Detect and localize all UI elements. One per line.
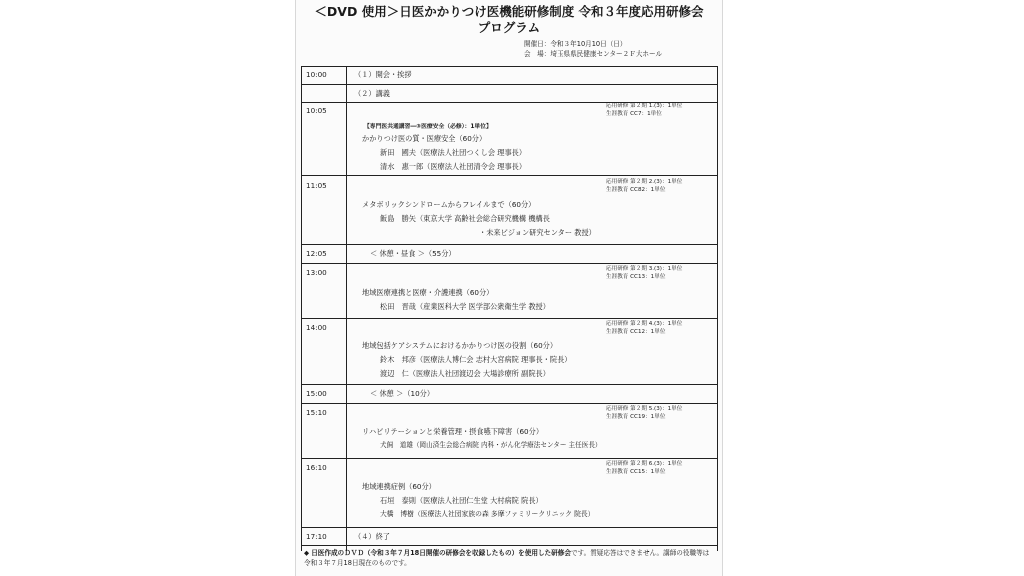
bullet-icon: ◆ <box>304 549 310 557</box>
row-divider <box>301 175 717 176</box>
footer-note-emphasis: 日医作成のＤＶＤ（令和３年７月18日開催の研修会を収録したもの）を使用した研修会 <box>311 549 571 557</box>
credit-label: 応用研修 第２期 4.(3)：1単位 <box>606 321 683 327</box>
event-date: 開催日：令和３年10月10日（日） <box>524 40 627 48</box>
row-divider <box>301 318 717 319</box>
speaker: 鈴木 邦彦（医療法人博仁会 志村大宮病院 理事長・院長） <box>380 355 572 364</box>
document-subtitle: プログラム <box>477 20 541 35</box>
closing-item: （４）終了 <box>354 532 390 541</box>
time-label: 17:10 <box>306 532 327 541</box>
credit-label: 生涯教育 CC12：1単位 <box>606 329 666 335</box>
time-label: 12:05 <box>306 249 327 258</box>
time-label: 14:00 <box>306 323 327 332</box>
speaker: 石垣 泰則（医療法人社団仁生堂 大村病院 院長） <box>380 496 543 505</box>
lecture-heading: （２）講義 <box>354 89 390 98</box>
row-divider <box>301 384 717 385</box>
credit-label: 生涯教育 CC7：1単位 <box>606 111 662 117</box>
speaker: 大橋 博樹（医療法人社団家族の森 多摩ファミリークリニック 院長） <box>380 510 595 518</box>
time-label: 15:00 <box>306 389 327 398</box>
row-divider <box>301 527 717 528</box>
speaker: 松田 晋哉（産業医科大学 医学部公衆衛生学 教授） <box>380 302 550 311</box>
document-title: ＜DVD 使用＞日医かかりつけ医機能研修制度 令和３年度応用研修会 <box>314 4 704 19</box>
lecture-title: 地域包括ケアシステムにおけるかかりつけ医の役割（60分） <box>362 341 558 350</box>
lecture-title: 地域連携症例（60分） <box>362 482 436 491</box>
footer-note <box>304 548 714 568</box>
credit-label: 生涯教育 CC19：1単位 <box>606 414 666 420</box>
speaker-affiliation: ・未来ビジョン研究センター 教授） <box>479 228 596 237</box>
time-label: 16:10 <box>306 463 327 472</box>
time-label: 11:05 <box>306 181 327 190</box>
program-document <box>295 0 723 576</box>
footer-note-text: です。質疑応答はできません。講師の役職等は令和３年７月18日現在のものです。 <box>304 549 710 567</box>
speaker: 犬飼 道雄（岡山済生会総合病院 内科・がん化学療法センター 主任医長） <box>380 441 602 449</box>
credit-label: 生涯教育 CC82：1単位 <box>606 187 666 193</box>
table-border-right <box>717 66 718 551</box>
row-divider <box>301 244 717 245</box>
time-label: 10:00 <box>306 70 327 79</box>
time-label: 15:10 <box>306 408 327 417</box>
lecture-title: 地域医療連携と医療・介護連携（60分） <box>362 288 494 297</box>
break-item: ＜ 休憩・昼食 ＞（55分） <box>370 249 456 258</box>
row-divider <box>301 84 717 85</box>
table-border-top <box>301 66 717 67</box>
table-border-left <box>301 66 302 551</box>
row-divider <box>301 263 717 264</box>
event-venue: 会 場：埼玉県県民健康センター２Ｆ大ホール <box>524 50 663 58</box>
speaker: 清水 惠一郎（医療法人社団清令会 理事長） <box>380 162 527 171</box>
specialist-note: 【専門医共通講習―③医療安全（必修）：1単位】 <box>364 124 492 130</box>
row-divider <box>301 458 717 459</box>
speaker: 渡辺 仁（医療法人社団渡辺会 大場診療所 副院長） <box>380 369 550 378</box>
credit-label: 応用研修 第２期 6.(3)：1単位 <box>606 461 683 467</box>
time-label: 13:00 <box>306 268 327 277</box>
time-label: 10:05 <box>306 106 327 115</box>
lecture-title: リハビリテーションと栄養管理・摂食嚥下障害（60分） <box>362 427 544 436</box>
time-column-divider <box>346 66 347 551</box>
credit-label: 生涯教育 CC13：1単位 <box>606 274 666 280</box>
row-divider <box>301 403 717 404</box>
credit-label: 応用研修 第２期 1.(3)：1単位 <box>606 103 683 109</box>
speaker: 新田 國夫（医療法人社団つくし会 理事長） <box>380 148 527 157</box>
table-border-bottom <box>301 545 717 546</box>
credit-label: 応用研修 第２期 5.(3)：1単位 <box>606 406 683 412</box>
lecture-title: メタボリックシンドロームからフレイルまで（60分） <box>362 200 536 209</box>
credit-label: 応用研修 第２期 2.(3)：1単位 <box>606 179 683 185</box>
break-item: ＜ 休憩 ＞（10分） <box>370 389 435 398</box>
credit-label: 応用研修 第２期 3.(3)：1単位 <box>606 266 683 272</box>
credit-label: 生涯教育 CC15：1単位 <box>606 469 666 475</box>
speaker: 飯島 勝矢（東京大学 高齢社会総合研究機構 機構長 <box>380 214 550 223</box>
opening-item: （１）開会・挨拶 <box>354 70 412 79</box>
lecture-title: かかりつけ医の質・医療安全（60分） <box>362 134 487 143</box>
